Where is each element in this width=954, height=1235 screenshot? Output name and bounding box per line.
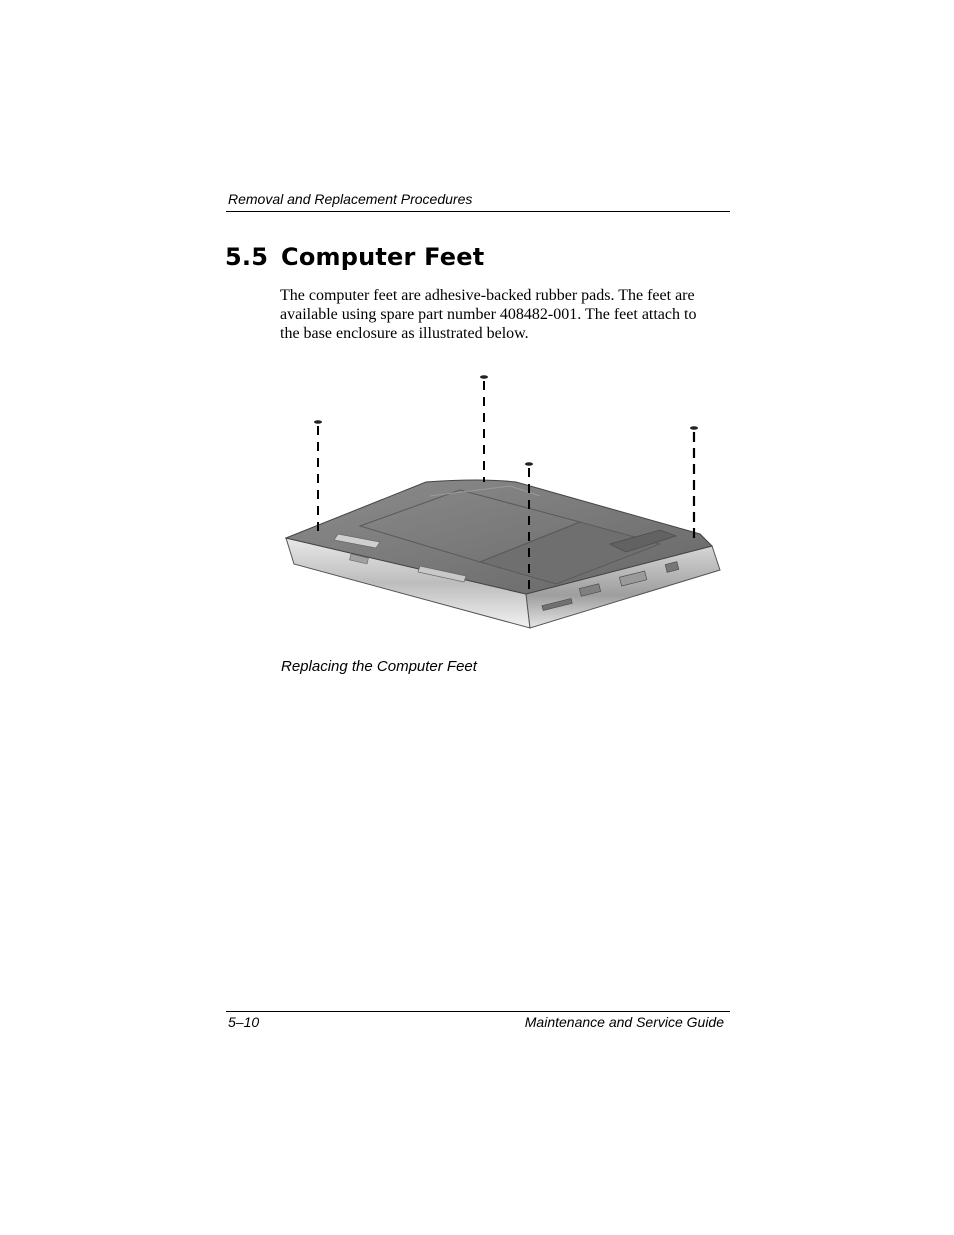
- guide-title: Maintenance and Service Guide: [524, 1014, 724, 1030]
- page-number: 5–10: [228, 1014, 260, 1030]
- rubber-foot-front-left: [314, 420, 322, 532]
- footer-rule: [226, 1011, 730, 1012]
- running-header: Removal and Replacement Procedures: [228, 191, 473, 207]
- body-line: available using spare part number 408482-001. The feet attach to: [280, 306, 697, 323]
- header-rule: [226, 211, 730, 212]
- laptop-base: [286, 480, 720, 628]
- figure-caption: Replacing the Computer Feet: [281, 658, 477, 675]
- rubber-foot-rear-left: [480, 375, 488, 482]
- rubber-foot-rear-right: [690, 426, 698, 538]
- body-line: The computer feet are adhesive-backed rubber pads. The feet are: [280, 287, 695, 304]
- section-title: [225, 243, 484, 271]
- section-number: 5.5: [225, 243, 269, 271]
- computer-feet-illustration: [280, 366, 730, 646]
- body-line: the base enclosure as illustrated below.: [280, 325, 529, 342]
- body-paragraph: [280, 286, 732, 343]
- section-name: Computer Feet: [281, 243, 485, 271]
